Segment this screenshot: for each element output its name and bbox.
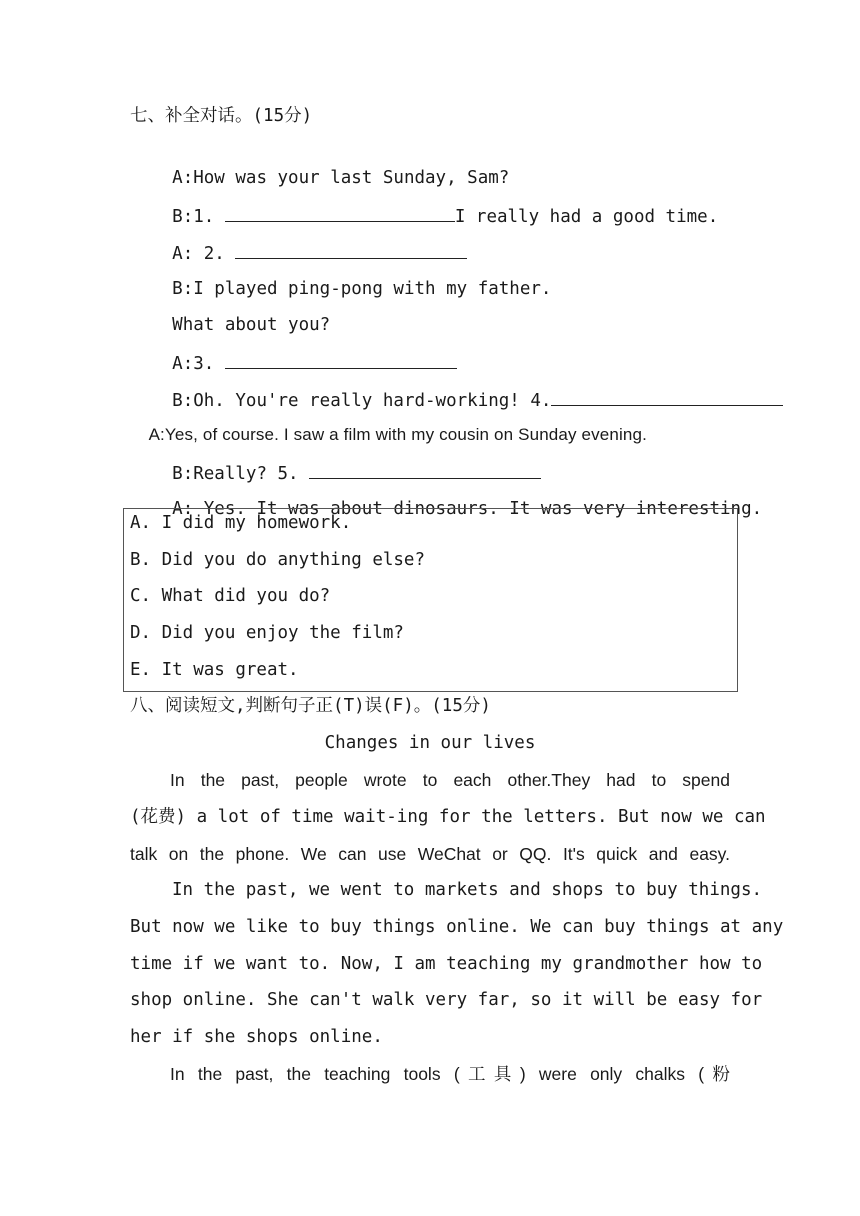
dialogue-text-suffix: I really had a good time. (454, 207, 719, 227)
passage-line-8: her if she shops online. (130, 1027, 383, 1047)
dialogue-text: What about you? (172, 315, 331, 335)
passage-line-9: In the past, the teaching tools (工具) were only chalks (粉 (170, 1064, 730, 1084)
section-8-heading: 八、阅读短文,判断句子正(T)误(F)。(15分) (130, 696, 491, 716)
passage-line-6: time if we want to. Now, I am teaching my grandmother how to (130, 954, 763, 974)
option-e: E. It was great. (130, 660, 299, 680)
dialogue-text: B:1. (172, 207, 225, 227)
dialogue-text: A: Yes. It was about dinosaurs. It was very interesting. (172, 499, 763, 519)
options-box (123, 508, 738, 692)
passage-line-5: But now we like to buy things online. We can buy things at any (130, 917, 784, 937)
passage-line-4: In the past, we went to markets and shops to buy things. (172, 880, 763, 900)
dialogue-text: B:I played ping-pong with my father. (172, 279, 552, 299)
option-b: B. Did you do anything else? (130, 550, 426, 570)
dialogue-text: A:How was your last Sunday, Sam? (172, 168, 510, 188)
option-d: D. Did you enjoy the film? (130, 623, 404, 643)
dialogue-text: B:Oh. You're really hard-working! 4. (172, 391, 552, 411)
option-c: C. What did you do? (130, 586, 331, 606)
dialogue-text: A:3. (172, 354, 225, 374)
section-7-heading: 七、补全对话。(15分) (130, 106, 313, 126)
passage-line-1: In the past, people wrote to each other.They had to spend (170, 770, 730, 790)
dialogue-text: B:Really? 5. (172, 464, 310, 484)
passage-line-7: shop online. She can't walk very far, so it will be easy for (130, 990, 763, 1010)
option-a: A. I did my homework. (130, 513, 352, 533)
dialogue-text: A:Yes, of course. I saw a film with my cousin on Sunday evening. (148, 425, 648, 444)
passage-line-2: (花费) a lot of time wait-ing for the letters. But now we can (130, 807, 766, 827)
passage-line-3: talk on the phone. We can use WeChat or QQ. It's quick and easy. (130, 844, 730, 864)
dialogue-text: A: 2. (172, 244, 236, 264)
passage-title: Changes in our lives (324, 733, 536, 753)
